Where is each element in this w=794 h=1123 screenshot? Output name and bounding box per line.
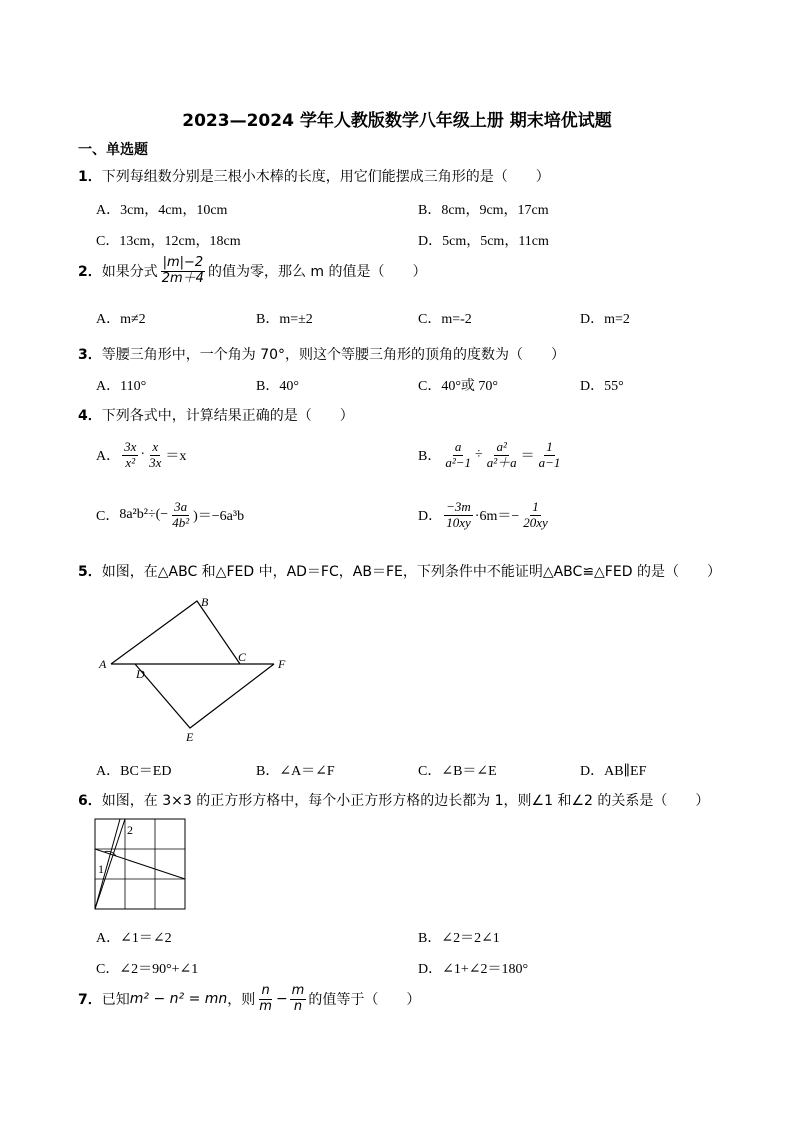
q4-option-c bbox=[96, 500, 244, 531]
question-number: 5． bbox=[78, 564, 102, 580]
line-3 bbox=[95, 849, 185, 879]
q3-option-a: A．110° bbox=[96, 379, 147, 394]
q4-option-a bbox=[96, 440, 186, 471]
option-label: C． bbox=[96, 509, 120, 525]
fraction-numerator: 3a bbox=[174, 499, 188, 514]
question-1 bbox=[78, 166, 550, 186]
result: ＝x bbox=[165, 449, 187, 465]
fraction bbox=[443, 440, 473, 471]
page-title: 2023—2024 学年人教版数学八年级上册 期末培优试题 bbox=[182, 111, 612, 131]
fraction-numerator: 1 bbox=[546, 439, 553, 454]
question-number: 7． bbox=[78, 992, 102, 1009]
q5-option-c: C．∠B＝∠E bbox=[418, 764, 497, 779]
fraction-denominator: a²−1 bbox=[445, 454, 472, 470]
q1-option-b: B．8cm，9cm，17cm bbox=[418, 203, 549, 218]
fraction bbox=[444, 500, 473, 531]
fraction-numerator: m bbox=[291, 983, 305, 998]
label-d: D bbox=[136, 667, 145, 681]
question-text-post: 的值为零，那么 m 的值是（ ） bbox=[207, 264, 427, 281]
option-label: B． bbox=[418, 449, 442, 465]
fraction-denominator: 3x bbox=[149, 454, 162, 470]
fraction-denominator: 10xy bbox=[446, 514, 471, 530]
label-a: A bbox=[99, 657, 107, 671]
question-number: 6． bbox=[78, 793, 102, 809]
q4-option-b bbox=[418, 440, 564, 471]
fraction-denominator: a²＋a bbox=[486, 454, 517, 470]
fraction bbox=[290, 984, 307, 1015]
option-label: D． bbox=[418, 509, 443, 525]
q6-option-c: C．∠2＝90°+∠1 bbox=[96, 962, 199, 977]
question-text-pre: 已知 bbox=[101, 992, 130, 1009]
q3-option-d: D．55° bbox=[580, 379, 624, 394]
question-number: 4． bbox=[78, 408, 102, 424]
question-text: 如图，在 3×3 的正方形方格中，每个小正方形方格的边长都为 1，则∠1 和∠2 的关系是（ ） bbox=[101, 793, 710, 809]
fraction bbox=[122, 440, 138, 471]
expression: ·6m＝− bbox=[474, 509, 520, 525]
operator: · bbox=[140, 447, 146, 463]
label-f: F bbox=[278, 657, 286, 671]
fraction-denominator: x² bbox=[125, 454, 136, 470]
expression: )＝−6a³b bbox=[193, 509, 245, 525]
fraction-numerator: −3m bbox=[446, 499, 471, 514]
grid-figure bbox=[94, 818, 188, 912]
operator: ＝ bbox=[520, 449, 535, 465]
label-e: E bbox=[186, 730, 194, 744]
fraction-denominator: a−1 bbox=[538, 454, 561, 470]
question-5 bbox=[78, 561, 721, 581]
expression: 8a²b²÷(− bbox=[119, 507, 169, 523]
question-6 bbox=[78, 790, 709, 810]
fraction-numerator: |m|−2 bbox=[162, 255, 204, 270]
q2-option-b: B．m=±2 bbox=[256, 312, 313, 327]
question-text-post: 的值等于（ ） bbox=[308, 992, 421, 1009]
q3-option-c: C．40°或 70° bbox=[418, 379, 499, 394]
fraction bbox=[160, 256, 206, 287]
fraction bbox=[257, 984, 274, 1015]
question-text: 下列每组数分别是三根小木棒的长度，用它们能摆成三角形的是（ ） bbox=[101, 169, 550, 185]
fraction-numerator: x bbox=[152, 439, 159, 454]
q1-option-c: C．13cm，12cm，18cm bbox=[96, 234, 241, 249]
q2-option-d: D．m=2 bbox=[580, 312, 630, 327]
q2-option-c: C．m=-2 bbox=[418, 312, 472, 327]
fraction bbox=[485, 440, 519, 471]
condition-expression: m² − n² = mn bbox=[129, 991, 228, 1008]
fraction bbox=[147, 440, 163, 471]
question-text: 如图，在△ABC 和△FED 中，AD＝FC，AB＝FE，下列条件中不能证明△ABC≌△FED 的是（ ） bbox=[101, 564, 721, 580]
fraction-numerator: 3x bbox=[124, 439, 137, 454]
fraction bbox=[537, 440, 563, 471]
question-text-pre: 如果分式 bbox=[101, 264, 158, 281]
triangle-abc bbox=[111, 601, 240, 664]
fraction-denominator: 4b² bbox=[172, 514, 190, 530]
q5-option-b: B．∠A＝∠F bbox=[256, 764, 335, 779]
fraction-denominator: 20xy bbox=[523, 514, 548, 530]
question-text: 下列各式中，计算结果正确的是（ ） bbox=[101, 408, 354, 424]
q6-option-b: B．∠2＝2∠1 bbox=[418, 931, 500, 946]
fraction-denominator: m bbox=[259, 998, 272, 1014]
question-text: 等腰三角形中，一个角为 70°，则这个等腰三角形的顶角的度数为（ ） bbox=[101, 347, 566, 363]
fraction-denominator: n bbox=[293, 998, 303, 1014]
fraction bbox=[521, 500, 550, 531]
fraction-numerator: n bbox=[261, 983, 270, 998]
q2-option-a: A．m≠2 bbox=[96, 312, 146, 327]
triangle-fed bbox=[135, 664, 274, 728]
question-text-mid: ，则 bbox=[227, 992, 256, 1009]
question-number: 3． bbox=[78, 347, 102, 363]
fraction-numerator: a bbox=[454, 439, 462, 454]
fraction bbox=[170, 500, 191, 531]
question-number: 2． bbox=[78, 264, 102, 281]
question-4 bbox=[78, 405, 354, 425]
q5-option-a: A．BC＝ED bbox=[96, 764, 172, 779]
question-7 bbox=[78, 984, 420, 1015]
q6-option-a: A．∠1＝∠2 bbox=[96, 931, 172, 946]
fraction-numerator: 1 bbox=[532, 499, 539, 514]
option-label: A． bbox=[96, 449, 121, 465]
label-c: C bbox=[238, 650, 247, 664]
label-b: B bbox=[201, 595, 209, 609]
fraction-denominator: 2m＋4 bbox=[161, 270, 204, 286]
q1-option-a: A．3cm，4cm，10cm bbox=[96, 203, 228, 218]
q3-option-b: B．40° bbox=[256, 379, 299, 394]
fraction-numerator: a² bbox=[496, 439, 507, 454]
q1-option-d: D．5cm，5cm，11cm bbox=[418, 234, 549, 249]
q5-option-d: D．AB∥EF bbox=[580, 764, 647, 779]
operator: − bbox=[275, 991, 288, 1008]
angle-2-label: 2 bbox=[127, 823, 133, 837]
question-number: 1． bbox=[78, 169, 102, 185]
question-3 bbox=[78, 344, 565, 364]
q4-option-d bbox=[418, 500, 552, 531]
triangles-figure bbox=[90, 590, 300, 750]
section-heading: 一、单选题 bbox=[78, 142, 148, 158]
angle-1-label: 1 bbox=[98, 862, 104, 876]
question-2 bbox=[78, 256, 427, 287]
operator: ÷ bbox=[475, 447, 483, 463]
q6-option-d: D．∠1+∠2＝180° bbox=[418, 962, 529, 977]
